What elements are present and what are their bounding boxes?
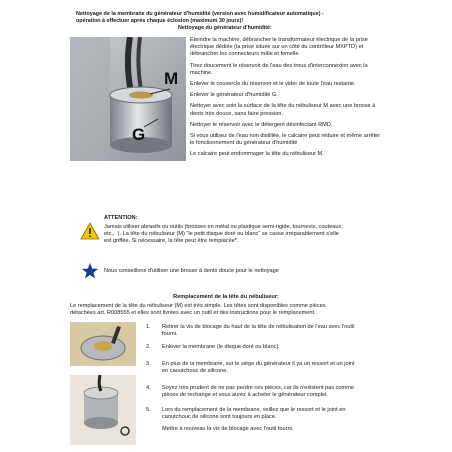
cleaning-step: Le calcaire peut endommager la tête du nébuliseur M. bbox=[190, 151, 324, 158]
cleaning-step: Enlever le générateur d'humidité G. bbox=[190, 92, 278, 99]
attention-title: ATTENTION: bbox=[104, 215, 138, 221]
cleaning-step: Tirez doucement le réservoir de l'eau des trous d'interconnexion avec la machine. bbox=[190, 62, 368, 76]
header-title-line2: opération à effectuer après chaque éclosion (maximum 30 jours)! bbox=[76, 18, 244, 24]
step-number: 5. bbox=[146, 407, 151, 413]
attention-line1: Jamais utiliser abrasifs ou outils (brosses en métal ou plastique semi-rigide, tournevis, couteaux, bbox=[104, 224, 343, 230]
nebulizer-photo-top bbox=[70, 322, 136, 366]
label-m: M bbox=[164, 69, 179, 88]
step-number: 2. bbox=[146, 344, 151, 350]
step-text-line1: Retirer la vis de blocage du haut de la tête de nébulisation de l'eau avec l'outil bbox=[162, 324, 355, 330]
step-text-line2: fourni. bbox=[162, 331, 178, 337]
final-instruction: Mettre à nouveau la vis de blocage avec l'outil fourni. bbox=[162, 426, 294, 432]
step-number: 3. bbox=[146, 361, 151, 367]
attention-line2: etc., .). La tête du nébuliseur (M) "le petit disque doré ou blanc" se casse irréparablement s'elle bbox=[104, 231, 339, 237]
step-text-line2: pièces de rechange et vous aurez à acheter le générateur complet. bbox=[162, 392, 329, 398]
star-icon bbox=[81, 262, 99, 280]
step-text-line2: en caoutchouc de silicone. bbox=[162, 368, 228, 374]
cleaning-step: Eteindre la machine, débrancher le transformateur électrique de la prise électrique dédiée (la prise située sur un côté du contrôleur MXPTD) et débrancher les connecteurs mâle et femelle. bbox=[190, 37, 368, 58]
warning-icon bbox=[80, 222, 100, 240]
header-title-line1: Nettoyage de la membrane du générateur d'humidité (version avec humidificateur automatique) - bbox=[76, 11, 324, 17]
cleaning-step: Si vous utilisez de l'eau non distillée, le calcaire peut réduire et même arrêter le fonctionnement du générateur d'humidité bbox=[190, 133, 381, 147]
step-text-line1: Enlever la membrane (le disque doré ou blanc). bbox=[162, 344, 280, 350]
step-text-line1: En plus de la membrane, sur le siège du générateur il ya un ressort et un joint bbox=[162, 361, 355, 367]
step-number: 1. bbox=[146, 324, 151, 330]
cleaning-step: Enlever le couvercle du réservoir et le vider de toute l'eau restante. bbox=[190, 81, 356, 88]
step-number: 4. bbox=[146, 385, 151, 391]
header-title-line3: Nettoyage du générateur d'humidité: bbox=[178, 25, 272, 31]
step-text-line1: Lors du remplacement de la membrane, veillez que le ressort et le joint en bbox=[162, 407, 346, 413]
label-g: G bbox=[132, 125, 146, 144]
nebulizer-bottom-illustration bbox=[70, 375, 136, 445]
tip-text: Nous conseillons d'utiliser une brosse à dents douce pour le nettoyage bbox=[104, 268, 279, 274]
replacement-title: Remplacement de la tête du nébuliseur: bbox=[173, 294, 279, 300]
nebulizer-top-illustration bbox=[70, 322, 136, 366]
humidity-generator-illustration bbox=[70, 37, 186, 161]
humidity-generator-photo bbox=[70, 37, 186, 161]
nebulizer-photo-bottom bbox=[70, 375, 136, 445]
cleaning-step: Nettoyer le réservoir avec le détergent désinfectant RMD. bbox=[190, 121, 333, 128]
cleaning-steps bbox=[190, 37, 382, 159]
step-text-line1: Soyez très prudent de ne pas perdre ces pièces, car ils n'existent pas comme bbox=[162, 385, 354, 391]
replacement-intro-line1: Le remplacement de la tête du nébuliseur (M) est très simple. Les têtes sont disponibles comme pièces bbox=[70, 303, 326, 309]
replacement-intro-line2: détachées art. R008555 et elles sont livrées avec un outil et des instructions pour le remplacement. bbox=[70, 310, 316, 316]
step-text-line2: caoutchouc de silicone sont toujours en place. bbox=[162, 414, 277, 420]
cleaning-step: Nettoyer avec soin la surface de la tête du nébuliseur M avec une brosse à dents très douce, sans faire pression. bbox=[190, 103, 376, 117]
attention-line3: est griffée. Si nécessaire, la tête peut être remplacée*. bbox=[104, 238, 239, 244]
